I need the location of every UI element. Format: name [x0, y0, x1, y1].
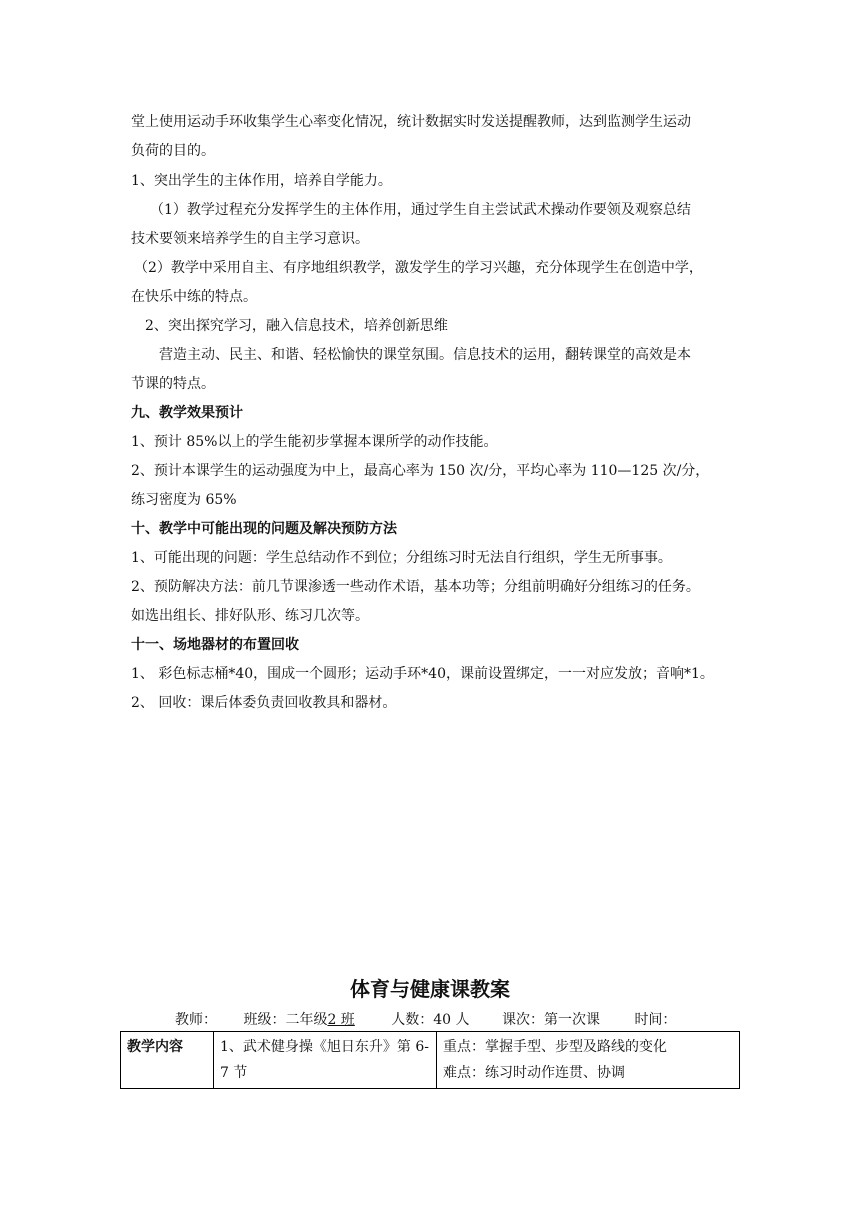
paragraph-line: 技术要领来培养学生的自主学习意识。 [131, 231, 369, 247]
difficult-point: 难点：练习时动作连贯、协调 [443, 1065, 625, 1081]
table-row [121, 1032, 740, 1089]
points-cell [437, 1032, 740, 1089]
list-item: （1）教学过程充分发挥学生的主体作用，通过学生自主尝试武术操动作要领及观察总结 [150, 202, 691, 218]
time-label: 时间： [634, 1012, 677, 1028]
paragraph-line: 堂上使用运动手环收集学生心率变化情况，统计数据实时发送提醒教师，达到监测学生运动 [131, 114, 691, 130]
class-label: 班级：二年级 [243, 1012, 328, 1028]
list-item: 2、突出探究学习，融入信息技术，培养创新思维 [145, 318, 448, 334]
list-item: 2、预防解决方法：前几节课渗透一些动作术语，基本功等；分组前明确好分组练习的任务。 [131, 579, 700, 595]
paragraph-line: 节课的特点。 [131, 376, 215, 392]
class-value: 2 班 [327, 1012, 355, 1028]
lesson-meta [175, 1010, 676, 1030]
key-point: 重点：掌握手型、步型及路线的变化 [443, 1039, 667, 1055]
section-heading: 九、教学效果预计 [131, 405, 243, 421]
count-label: 人数：40 人 [391, 1012, 470, 1028]
list-item: 2、 回收：课后体委负责回收教具和器材。 [131, 695, 397, 711]
list-item: 1、 彩色标志桶*40，围成一个圆形；运动手环*40，课前设置绑定，一一对应发放；音响*1。 [131, 666, 714, 682]
list-item: 1、可能出现的问题：学生总结动作不到位；分组练习时无法自行组织，学生无所事事。 [131, 550, 672, 566]
list-item: 1、突出学生的主体作用，培养自学能力。 [131, 173, 392, 189]
paragraph-line: 练习密度为 65% [131, 492, 237, 508]
lesson-label: 课次：第一次课 [501, 1012, 600, 1028]
section-heading: 十一、场地器材的布置回收 [131, 637, 299, 653]
content-value-cell: 1、武术健身操《旭日东升》第 6-7 节 [214, 1032, 437, 1089]
content-label-cell: 教学内容 [121, 1032, 214, 1089]
paragraph-line: 如选出组长、排好队形、练习几次等。 [131, 608, 369, 624]
list-item: 2、预计本课学生的运动强度为中上，最高心率为 150 次/分，平均心率为 110—125 次/分， [131, 463, 710, 479]
paragraph-line: 负荷的目的。 [131, 143, 215, 159]
lesson-plan-table [120, 1031, 740, 1089]
page-title: 体育与健康课教案 [350, 977, 510, 1001]
list-item: 1、预计 85%以上的学生能初步掌握本课所学的动作技能。 [131, 434, 498, 450]
paragraph-line: 营造主动、民主、和谐、轻松愉快的课堂氛围。信息技术的运用，翻转课堂的高效是本 [159, 347, 691, 363]
teacher-label: 教师： [175, 1012, 217, 1028]
list-item: （2）教学中采用自主、有序地组织教学，激发学生的学习兴趣，充分体现学生在创造中学， [134, 260, 703, 276]
section-heading: 十、教学中可能出现的问题及解决预防方法 [131, 521, 397, 537]
paragraph-line: 在快乐中练的特点。 [131, 289, 257, 305]
